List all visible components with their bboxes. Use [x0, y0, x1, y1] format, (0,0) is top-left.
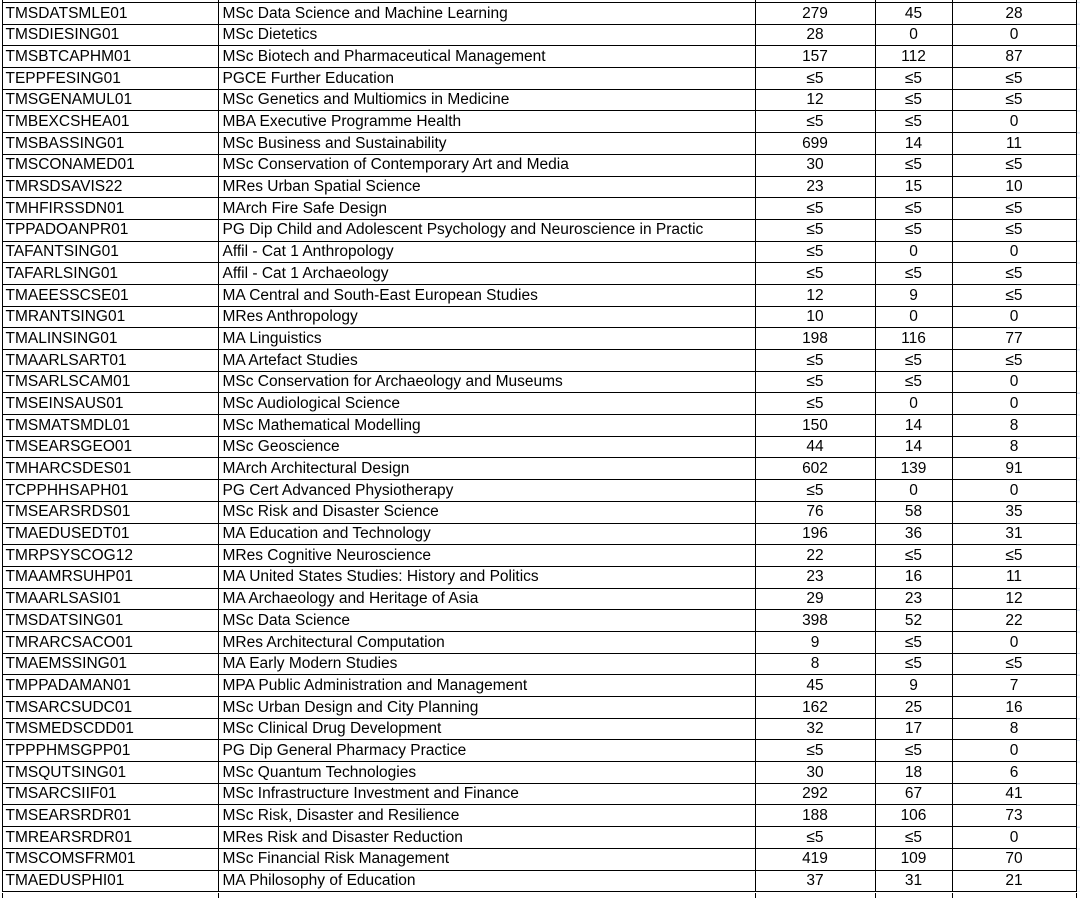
value-cell-3[interactable]: 0: [953, 632, 1077, 654]
value-cell-1[interactable]: 32: [756, 719, 876, 741]
programme-title-cell[interactable]: MBA Executive Programme Health: [219, 111, 756, 133]
value-cell-2[interactable]: 109: [876, 849, 953, 871]
programme-code-cell[interactable]: TMSDATSING01: [3, 610, 219, 632]
programme-code-cell[interactable]: TMSBTCAPHM01: [3, 46, 219, 68]
value-cell-2[interactable]: ≤5: [876, 263, 953, 285]
value-cell-3[interactable]: 73: [953, 805, 1077, 827]
value-cell-1[interactable]: ≤5: [756, 827, 876, 849]
value-cell-1[interactable]: 8: [756, 654, 876, 676]
value-cell-1[interactable]: 419: [756, 849, 876, 871]
value-cell-3[interactable]: 0: [953, 242, 1077, 264]
value-cell-1[interactable]: ≤5: [756, 350, 876, 372]
programme-title-cell[interactable]: MRes Risk and Disaster Reduction: [219, 827, 756, 849]
value-cell-3[interactable]: 35: [953, 502, 1077, 524]
value-cell-2[interactable]: 36: [876, 524, 953, 546]
value-cell-1[interactable]: 198: [756, 328, 876, 350]
programme-title-cell[interactable]: MSc Data Science: [219, 610, 756, 632]
programme-code-cell[interactable]: TMBEXCSHEA01: [3, 111, 219, 133]
value-cell-1[interactable]: 12: [756, 90, 876, 112]
value-cell-1[interactable]: 188: [756, 805, 876, 827]
programme-title-cell[interactable]: MSc Conservation of Contemporary Art and Media: [219, 155, 756, 177]
value-cell-1[interactable]: 29: [756, 589, 876, 611]
value-cell-3[interactable]: 70: [953, 849, 1077, 871]
value-cell-2[interactable]: ≤5: [876, 740, 953, 762]
value-cell-2[interactable]: 45: [876, 3, 953, 25]
programme-code-cell[interactable]: TAFARLSING01: [3, 263, 219, 285]
value-cell-2[interactable]: 23: [876, 589, 953, 611]
value-cell-2[interactable]: 14: [876, 415, 953, 437]
value-cell-1[interactable]: 44: [756, 437, 876, 459]
value-cell-3[interactable]: ≤5: [953, 263, 1077, 285]
value-cell-2[interactable]: 18: [876, 762, 953, 784]
value-cell-1[interactable]: 12: [756, 285, 876, 307]
programme-code-cell[interactable]: TMSCOMSFRM01: [3, 849, 219, 871]
value-cell-3[interactable]: 11: [953, 567, 1077, 589]
programme-title-cell[interactable]: MA Education and Technology: [219, 524, 756, 546]
column-border-stub: [875, 893, 877, 898]
programme-code-cell[interactable]: TCPPHHSAPH01: [3, 480, 219, 502]
value-cell-1[interactable]: 196: [756, 524, 876, 546]
value-cell-1[interactable]: 76: [756, 502, 876, 524]
value-cell-2[interactable]: 9: [876, 285, 953, 307]
programme-code-cell[interactable]: TMSEARSGEO01: [3, 437, 219, 459]
value-cell-2[interactable]: 116: [876, 328, 953, 350]
programme-title-cell[interactable]: MSc Audiological Science: [219, 393, 756, 415]
value-cell-3[interactable]: ≤5: [953, 285, 1077, 307]
programme-code-cell[interactable]: TMSDATSMLE01: [3, 3, 219, 25]
value-cell-1[interactable]: 602: [756, 458, 876, 480]
programme-title-cell[interactable]: MSc Conservation for Archaeology and Museums: [219, 372, 756, 394]
value-cell-2[interactable]: ≤5: [876, 198, 953, 220]
value-cell-2[interactable]: 9: [876, 675, 953, 697]
column-border-stub: [1076, 893, 1078, 898]
programme-code-cell[interactable]: TMSBASSING01: [3, 133, 219, 155]
value-cell-3[interactable]: 7: [953, 675, 1077, 697]
value-cell-3[interactable]: 31: [953, 524, 1077, 546]
value-cell-3[interactable]: ≤5: [953, 545, 1077, 567]
value-cell-1[interactable]: 23: [756, 177, 876, 199]
programme-code-cell[interactable]: TMAEDUSPHI01: [3, 871, 219, 893]
value-cell-2[interactable]: 139: [876, 458, 953, 480]
value-cell-2[interactable]: 17: [876, 719, 953, 741]
value-cell-1[interactable]: 279: [756, 3, 876, 25]
programme-title-cell[interactable]: MRes Urban Spatial Science: [219, 177, 756, 199]
value-cell-3[interactable]: 0: [953, 372, 1077, 394]
programme-code-cell[interactable]: TMRPSYSCOG12: [3, 545, 219, 567]
value-cell-3[interactable]: 87: [953, 46, 1077, 68]
column-border-stub: [218, 893, 220, 898]
value-cell-3[interactable]: 10: [953, 177, 1077, 199]
programme-title-cell[interactable]: PG Dip General Pharmacy Practice: [219, 740, 756, 762]
value-cell-2[interactable]: 0: [876, 25, 953, 47]
value-cell-3[interactable]: 28: [953, 3, 1077, 25]
value-cell-3[interactable]: 0: [953, 111, 1077, 133]
value-cell-3[interactable]: 0: [953, 307, 1077, 329]
programme-title-cell[interactable]: MA Central and South-East European Studies: [219, 285, 756, 307]
value-cell-3[interactable]: 8: [953, 437, 1077, 459]
value-cell-3[interactable]: 22: [953, 610, 1077, 632]
programme-code-cell[interactable]: TMRANTSING01: [3, 307, 219, 329]
value-cell-1[interactable]: 22: [756, 545, 876, 567]
value-cell-1[interactable]: ≤5: [756, 480, 876, 502]
value-cell-3[interactable]: ≤5: [953, 155, 1077, 177]
programme-code-cell[interactable]: TMSEINSAUS01: [3, 393, 219, 415]
programme-title-cell[interactable]: PG Dip Child and Adolescent Psychology and Neuroscience in Practic: [219, 220, 756, 242]
value-cell-1[interactable]: ≤5: [756, 263, 876, 285]
programme-title-cell[interactable]: MSc Urban Design and City Planning: [219, 697, 756, 719]
programme-title-cell[interactable]: MSc Dietetics: [219, 25, 756, 47]
programme-title-cell[interactable]: MSc Risk, Disaster and Resilience: [219, 805, 756, 827]
programme-title-cell[interactable]: MSc Genetics and Multiomics in Medicine: [219, 90, 756, 112]
value-cell-3[interactable]: 6: [953, 762, 1077, 784]
programme-title-cell[interactable]: MPA Public Administration and Management: [219, 675, 756, 697]
programme-title-cell[interactable]: MSc Risk and Disaster Science: [219, 502, 756, 524]
value-cell-2[interactable]: ≤5: [876, 111, 953, 133]
value-cell-3[interactable]: ≤5: [953, 350, 1077, 372]
programme-code-cell[interactable]: TMAEESSCSE01: [3, 285, 219, 307]
value-cell-1[interactable]: ≤5: [756, 372, 876, 394]
programme-title-cell[interactable]: MArch Fire Safe Design: [219, 198, 756, 220]
programme-title-cell[interactable]: MA Early Modern Studies: [219, 654, 756, 676]
value-cell-3[interactable]: 8: [953, 415, 1077, 437]
value-cell-2[interactable]: 0: [876, 242, 953, 264]
programme-title-cell[interactable]: MSc Data Science and Machine Learning: [219, 3, 756, 25]
value-cell-1[interactable]: 45: [756, 675, 876, 697]
value-cell-3[interactable]: 41: [953, 784, 1077, 806]
programme-code-cell[interactable]: TMRARCSACO01: [3, 632, 219, 654]
programme-code-cell[interactable]: TMSGENAMUL01: [3, 90, 219, 112]
programme-title-cell[interactable]: Affil - Cat 1 Archaeology: [219, 263, 756, 285]
value-cell-3[interactable]: 21: [953, 871, 1077, 893]
value-cell-1[interactable]: 398: [756, 610, 876, 632]
programme-title-cell[interactable]: MSc Quantum Technologies: [219, 762, 756, 784]
value-cell-1[interactable]: ≤5: [756, 740, 876, 762]
value-cell-1[interactable]: 162: [756, 697, 876, 719]
programme-table: [2, 2, 1077, 892]
programme-title-cell[interactable]: PG Cert Advanced Physiotherapy: [219, 480, 756, 502]
programme-code-cell[interactable]: TAFANTSING01: [3, 242, 219, 264]
value-cell-3[interactable]: 16: [953, 697, 1077, 719]
programme-code-cell[interactable]: TEPPFESING01: [3, 68, 219, 90]
programme-code-cell[interactable]: TMRSDSAVIS22: [3, 177, 219, 199]
value-cell-2[interactable]: ≤5: [876, 372, 953, 394]
programme-title-cell[interactable]: MRes Architectural Computation: [219, 632, 756, 654]
value-cell-2[interactable]: ≤5: [876, 632, 953, 654]
programme-code-cell[interactable]: TMSCONAMED01: [3, 155, 219, 177]
programme-title-cell[interactable]: MA Archaeology and Heritage of Asia: [219, 589, 756, 611]
column-border-stub: [952, 893, 954, 898]
programme-code-cell[interactable]: TMHARCSDES01: [3, 458, 219, 480]
value-cell-3[interactable]: 0: [953, 25, 1077, 47]
programme-title-cell[interactable]: MSc Geoscience: [219, 437, 756, 459]
programme-title-cell[interactable]: Affil - Cat 1 Anthropology: [219, 242, 756, 264]
value-cell-3[interactable]: 0: [953, 740, 1077, 762]
value-cell-1[interactable]: 23: [756, 567, 876, 589]
value-cell-3[interactable]: 77: [953, 328, 1077, 350]
value-cell-1[interactable]: 37: [756, 871, 876, 893]
programme-title-cell[interactable]: MSc Mathematical Modelling: [219, 415, 756, 437]
value-cell-2[interactable]: ≤5: [876, 827, 953, 849]
programme-title-cell[interactable]: MA Artefact Studies: [219, 350, 756, 372]
value-cell-2[interactable]: 31: [876, 871, 953, 893]
value-cell-3[interactable]: 91: [953, 458, 1077, 480]
value-cell-3[interactable]: ≤5: [953, 68, 1077, 90]
programme-code-cell[interactable]: TMSDIESING01: [3, 25, 219, 47]
programme-title-cell[interactable]: PGCE Further Education: [219, 68, 756, 90]
value-cell-3[interactable]: ≤5: [953, 90, 1077, 112]
programme-code-cell[interactable]: TMSARCSUDC01: [3, 697, 219, 719]
programme-code-cell[interactable]: TMSQUTSING01: [3, 762, 219, 784]
value-cell-3[interactable]: 11: [953, 133, 1077, 155]
value-cell-1[interactable]: 30: [756, 762, 876, 784]
programme-title-cell[interactable]: MSc Clinical Drug Development: [219, 719, 756, 741]
programme-code-cell[interactable]: TPPPHMSGPP01: [3, 740, 219, 762]
value-cell-1[interactable]: 699: [756, 133, 876, 155]
programme-code-cell[interactable]: TMAEDUSEDT01: [3, 524, 219, 546]
programme-title-cell[interactable]: MA Philosophy of Education: [219, 871, 756, 893]
column-border-stub: [755, 893, 757, 898]
value-cell-2[interactable]: ≤5: [876, 68, 953, 90]
value-cell-3[interactable]: ≤5: [953, 198, 1077, 220]
programme-code-cell[interactable]: TMPPADAMAN01: [3, 675, 219, 697]
column-border-stub: [2, 893, 4, 898]
programme-title-cell[interactable]: MArch Architectural Design: [219, 458, 756, 480]
programme-code-cell[interactable]: TMSMATSMDL01: [3, 415, 219, 437]
value-cell-2[interactable]: 0: [876, 393, 953, 415]
value-cell-3[interactable]: 0: [953, 827, 1077, 849]
programme-code-cell[interactable]: TMAEMSSING01: [3, 654, 219, 676]
value-cell-2[interactable]: ≤5: [876, 654, 953, 676]
programme-code-cell[interactable]: TMAARLSART01: [3, 350, 219, 372]
value-cell-2[interactable]: 0: [876, 480, 953, 502]
programme-code-cell[interactable]: TMAARLSASI01: [3, 589, 219, 611]
value-cell-2[interactable]: 14: [876, 133, 953, 155]
programme-title-cell[interactable]: MA United States Studies: History and Politics: [219, 567, 756, 589]
programme-code-cell[interactable]: TMAAMRSUHP01: [3, 567, 219, 589]
programme-code-cell[interactable]: TPPADOANPR01: [3, 220, 219, 242]
programme-code-cell[interactable]: TMHFIRSSDN01: [3, 198, 219, 220]
value-cell-2[interactable]: 15: [876, 177, 953, 199]
value-cell-2[interactable]: 52: [876, 610, 953, 632]
value-cell-1[interactable]: ≤5: [756, 220, 876, 242]
value-cell-3[interactable]: 8: [953, 719, 1077, 741]
value-cell-1[interactable]: ≤5: [756, 393, 876, 415]
programme-title-cell[interactable]: MRes Cognitive Neuroscience: [219, 545, 756, 567]
value-cell-2[interactable]: ≤5: [876, 220, 953, 242]
value-cell-1[interactable]: 9: [756, 632, 876, 654]
value-cell-3[interactable]: ≤5: [953, 220, 1077, 242]
value-cell-1[interactable]: ≤5: [756, 68, 876, 90]
programme-title-cell[interactable]: MSc Financial Risk Management: [219, 849, 756, 871]
programme-code-cell[interactable]: TMSARLSCAM01: [3, 372, 219, 394]
programme-title-cell[interactable]: MSc Business and Sustainability: [219, 133, 756, 155]
value-cell-2[interactable]: 67: [876, 784, 953, 806]
value-cell-1[interactable]: 292: [756, 784, 876, 806]
value-cell-2[interactable]: 106: [876, 805, 953, 827]
value-cell-2[interactable]: ≤5: [876, 155, 953, 177]
value-cell-2[interactable]: 0: [876, 307, 953, 329]
value-cell-3[interactable]: 0: [953, 480, 1077, 502]
programme-title-cell[interactable]: MSc Infrastructure Investment and Finance: [219, 784, 756, 806]
programme-code-cell[interactable]: TMREARSRDR01: [3, 827, 219, 849]
value-cell-1[interactable]: 157: [756, 46, 876, 68]
programme-code-cell[interactable]: TMSMEDSCDD01: [3, 719, 219, 741]
value-cell-1[interactable]: ≤5: [756, 111, 876, 133]
value-cell-2[interactable]: 14: [876, 437, 953, 459]
value-cell-2[interactable]: 25: [876, 697, 953, 719]
programme-title-cell[interactable]: MRes Anthropology: [219, 307, 756, 329]
programme-title-cell[interactable]: MA Linguistics: [219, 328, 756, 350]
value-cell-1[interactable]: ≤5: [756, 198, 876, 220]
value-cell-1[interactable]: 10: [756, 307, 876, 329]
programme-title-cell[interactable]: MSc Biotech and Pharmaceutical Management: [219, 46, 756, 68]
value-cell-1[interactable]: ≤5: [756, 242, 876, 264]
value-cell-2[interactable]: 16: [876, 567, 953, 589]
programme-code-cell[interactable]: TMSEARSRDR01: [3, 805, 219, 827]
value-cell-3[interactable]: 0: [953, 393, 1077, 415]
value-cell-2[interactable]: ≤5: [876, 545, 953, 567]
programme-code-cell[interactable]: TMSARCSIIF01: [3, 784, 219, 806]
value-cell-2[interactable]: 58: [876, 502, 953, 524]
programme-code-cell[interactable]: TMALINSING01: [3, 328, 219, 350]
value-cell-1[interactable]: 28: [756, 25, 876, 47]
value-cell-1[interactable]: 150: [756, 415, 876, 437]
value-cell-3[interactable]: 12: [953, 589, 1077, 611]
value-cell-2[interactable]: ≤5: [876, 350, 953, 372]
value-cell-1[interactable]: 30: [756, 155, 876, 177]
value-cell-2[interactable]: ≤5: [876, 90, 953, 112]
value-cell-3[interactable]: ≤5: [953, 654, 1077, 676]
value-cell-2[interactable]: 112: [876, 46, 953, 68]
programme-code-cell[interactable]: TMSEARSRDS01: [3, 502, 219, 524]
